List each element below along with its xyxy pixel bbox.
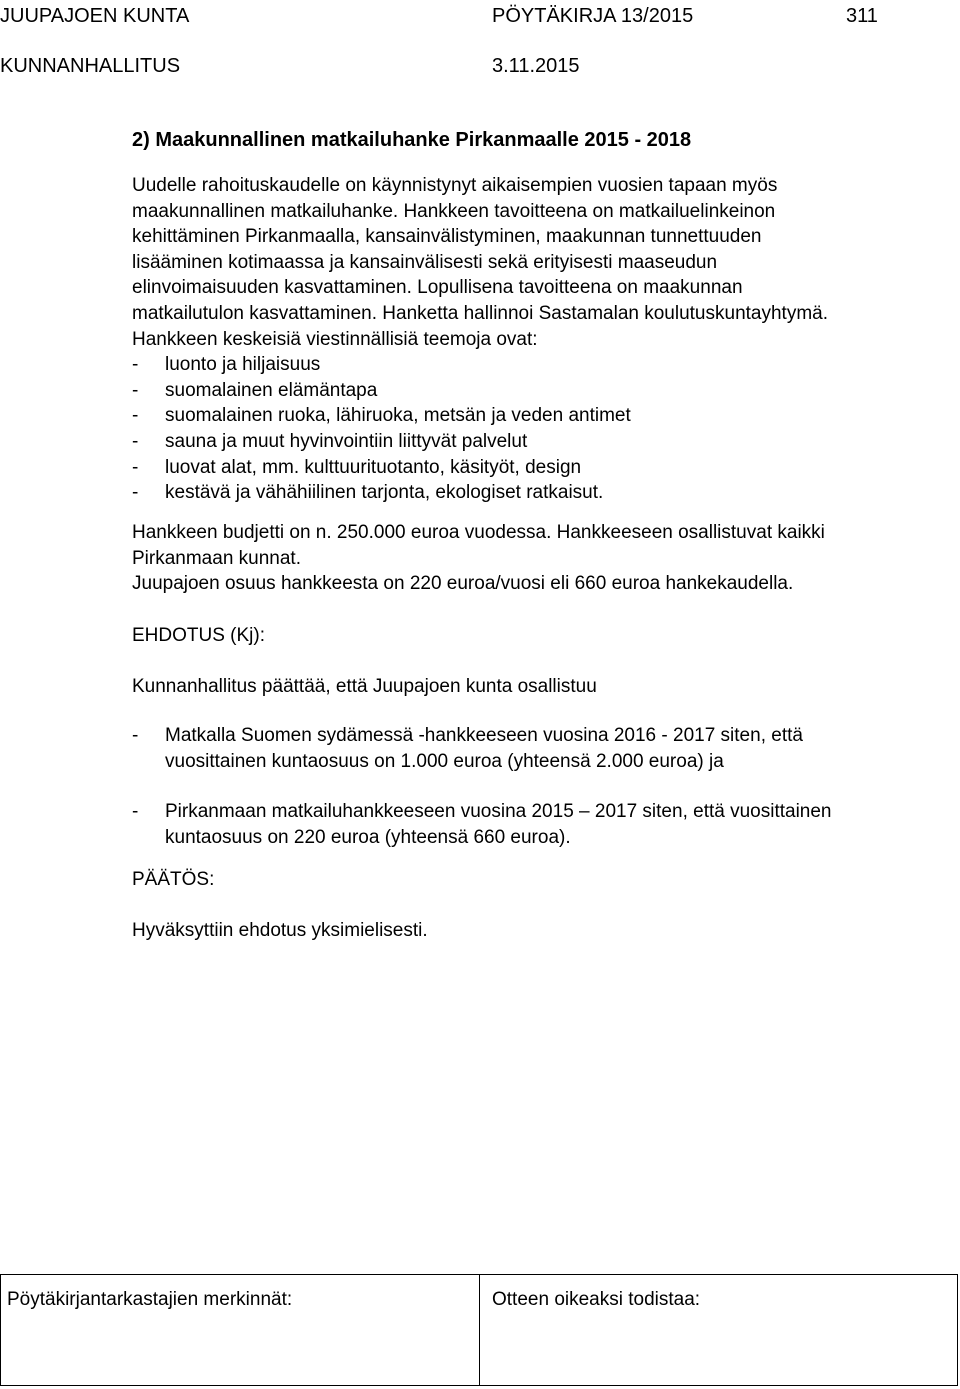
theme-item (132, 429, 922, 455)
proposal-item-line: kuntaosuus on 220 euroa (yhteensä 660 euroa). (165, 826, 571, 848)
certification-label: Otteen oikeaksi todistaa: (492, 1289, 701, 1310)
theme-text: luonto ja hiljaisuus (165, 354, 321, 376)
theme-text: kestävä ja vähähiilinen tarjonta, ekologiset ratkaisut. (165, 482, 604, 504)
intro-paragraph (132, 173, 922, 506)
budget-paragraph (132, 520, 922, 597)
item-title: 2) Maakunnallinen matkailuhanke Pirkanmaalle 2015 - 2018 (132, 129, 692, 151)
proposal-intro: Kunnanhallitus päättää, että Juupajoen kunta osallistuu (132, 676, 597, 697)
inspectors-notes-label: Pöytäkirjantarkastajien merkinnät: (7, 1289, 293, 1310)
document-id: PÖYTÄKIRJA 13/2015 (492, 5, 694, 27)
intro-line: kehittäminen Pirkanmaalla, kansainvälistyminen, maakunnan tunnettuuden (132, 226, 762, 248)
theme-text: suomalainen elämäntapa (165, 379, 378, 401)
proposal-item (132, 723, 803, 774)
intro-line: maakunnallinen matkailuhanke. Hankkeen tavoitteena on matkailuelinkeinon (132, 200, 776, 222)
proposal-item-line: Pirkanmaan matkailuhankkeeseen vuosina 2015 – 2017 siten, että vuosittainen (165, 801, 832, 822)
page-number: 311 (846, 5, 878, 27)
bullet-dash: - (132, 456, 139, 478)
theme-item (132, 480, 922, 506)
meeting-date: 3.11.2015 (492, 55, 580, 77)
proposal-heading: EHDOTUS (Kj): (132, 625, 265, 646)
bullet-dash: - (132, 379, 139, 401)
budget-line: Juupajoen osuus hankkeesta on 220 euroa/vuosi eli 660 euroa hankekaudella. (132, 573, 794, 595)
bullet-dash: - (132, 405, 139, 427)
bullet-dash: - (132, 725, 139, 746)
body-name: KUNNANHALLITUS (0, 55, 181, 77)
budget-line: Pirkanmaan kunnat. (132, 547, 301, 569)
theme-text: luovat alat, mm. kulttuurituotanto, käsityöt, design (165, 456, 582, 478)
municipality-name: JUUPAJOEN KUNTA (0, 5, 190, 27)
intro-line: Uudelle rahoituskaudelle on käynnistynyt aikaisempien vuosien tapaan myös (132, 175, 778, 196)
theme-item (132, 378, 922, 404)
decision-text: Hyväksyttiin ehdotus yksimielisesti. (132, 920, 428, 941)
intro-line: lisääminen kotimaassa ja kansainvälisesti sekä erityisesti maaseudun (132, 251, 718, 273)
proposal-item-line: vuosittainen kuntaosuus on 1.000 euroa (yhteensä 2.000 euroa) ja (165, 750, 724, 772)
intro-line: elinvoimaisuuden kasvattaminen. Lopullisena tavoitteena on maakunnan (132, 277, 743, 299)
budget-line: Hankkeen budjetti on n. 250.000 euroa vuodessa. Hankkeeseen osallistuvat kaikki (132, 522, 825, 543)
intro-line: Hankkeen keskeisiä viestinnällisiä teemoja ovat: (132, 328, 538, 350)
theme-text: sauna ja muut hyvinvointiin liittyvät palvelut (165, 430, 528, 452)
intro-line: matkailutulon kasvattaminen. Hanketta hallinnoi Sastamalan koulutuskuntayhtymä. (132, 302, 828, 324)
signature-box-divider (479, 1275, 480, 1385)
bullet-dash: - (132, 354, 139, 376)
proposal-item (132, 799, 832, 850)
theme-item (132, 352, 922, 378)
signature-box (0, 1274, 958, 1386)
decision-heading: PÄÄTÖS: (132, 869, 215, 890)
proposal-item-line: Matkalla Suomen sydämessä -hankkeeseen vuosina 2016 - 2017 siten, että (165, 725, 803, 746)
theme-item (132, 403, 922, 429)
bullet-dash: - (132, 801, 139, 822)
bullet-dash: - (132, 430, 139, 452)
theme-item (132, 455, 922, 481)
theme-text: suomalainen ruoka, lähiruoka, metsän ja veden antimet (165, 405, 631, 427)
bullet-dash: - (132, 482, 139, 504)
